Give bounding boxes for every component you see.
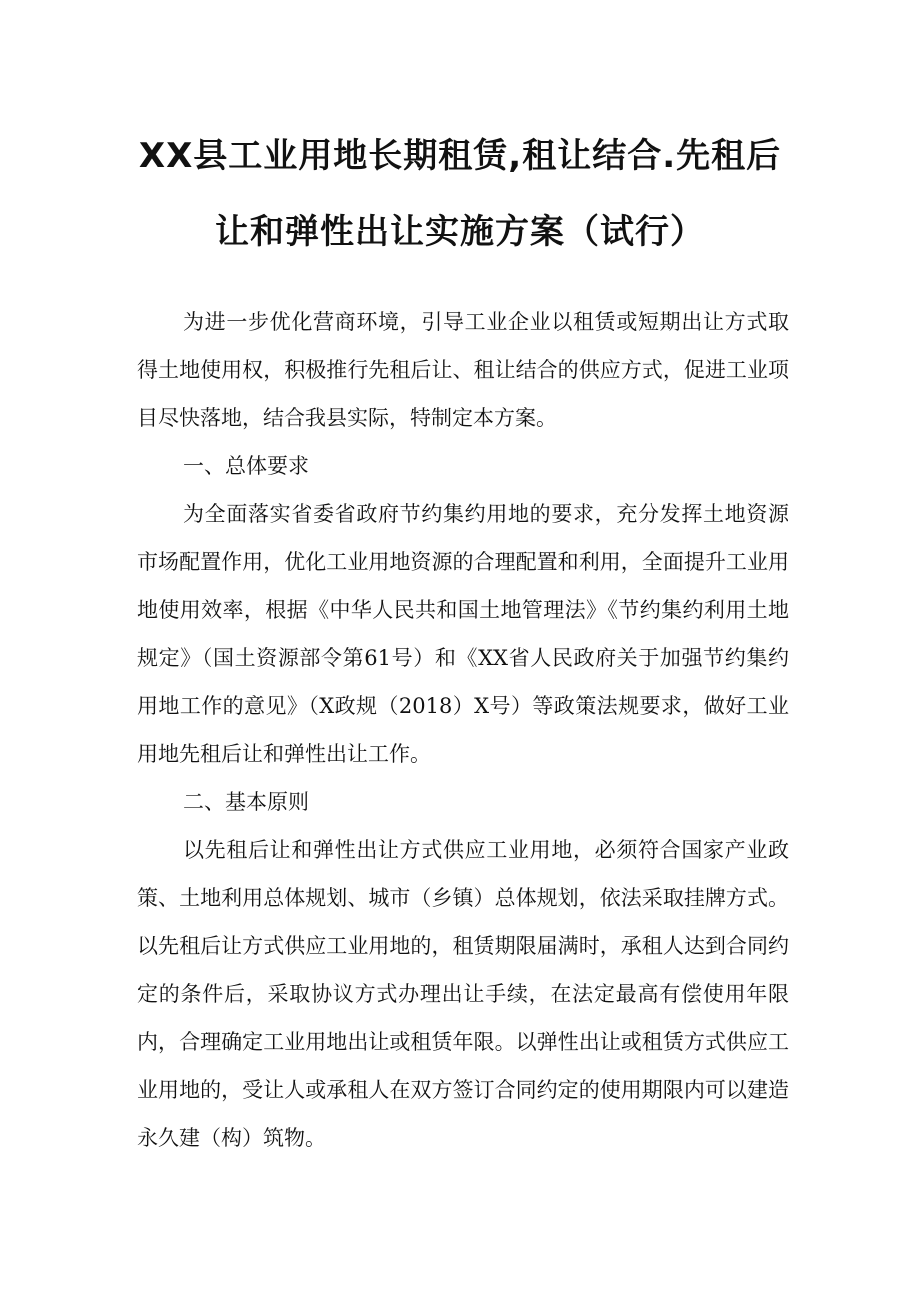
- document-body: [137, 298, 789, 1162]
- section-paragraph-general-requirements: 为全面落实省委省政府节约集约用地的要求，充分发挥土地资源市场配置作用，优化工业用地资源的合理配置和利用，全面提升工业用地使用效率，根据《中华人民共和国土地管理法》《节约集约利用土地规定》（国土资源部令第61号）和《XX省人民政府关于加强节约集约用地工作的意见》（X政规（2018）X号）等政策法规要求，做好工业用地先租后让和弹性出让工作。: [137, 502, 789, 766]
- document-title-line-2: 让和弹性出让实施方案（试行）: [215, 212, 705, 252]
- document-title-line-1: XX县工业用地长期租赁,租让结合.先租后: [138, 136, 782, 176]
- section-heading-basic-principles: 二、基本原则: [183, 790, 309, 814]
- intro-paragraph: 为进一步优化营商环境，引导工业企业以租赁或短期出让方式取得土地使用权，积极推行先租后让、租让结合的供应方式，促进工业项目尽快落地，结合我县实际，特制定本方案。: [137, 310, 789, 430]
- section-heading-general-requirements: 一、总体要求: [183, 454, 309, 478]
- section-paragraph-basic-principles: 以先租后让和弹性出让方式供应工业用地，必须符合国家产业政策、土地利用总体规划、城市（乡镇）总体规划，依法采取挂牌方式。以先租后让方式供应工业用地的，租赁期限届满时，承租人达到合同约定的条件后，采取协议方式办理出让手续，在法定最高有偿使用年限内，合理确定工业用地出让或租赁年限。以弹性出让或租赁方式供应工业用地的，受让人或承租人在双方签订合同约定的使用期限内可以建造永久建（构）筑物。: [137, 838, 789, 1150]
